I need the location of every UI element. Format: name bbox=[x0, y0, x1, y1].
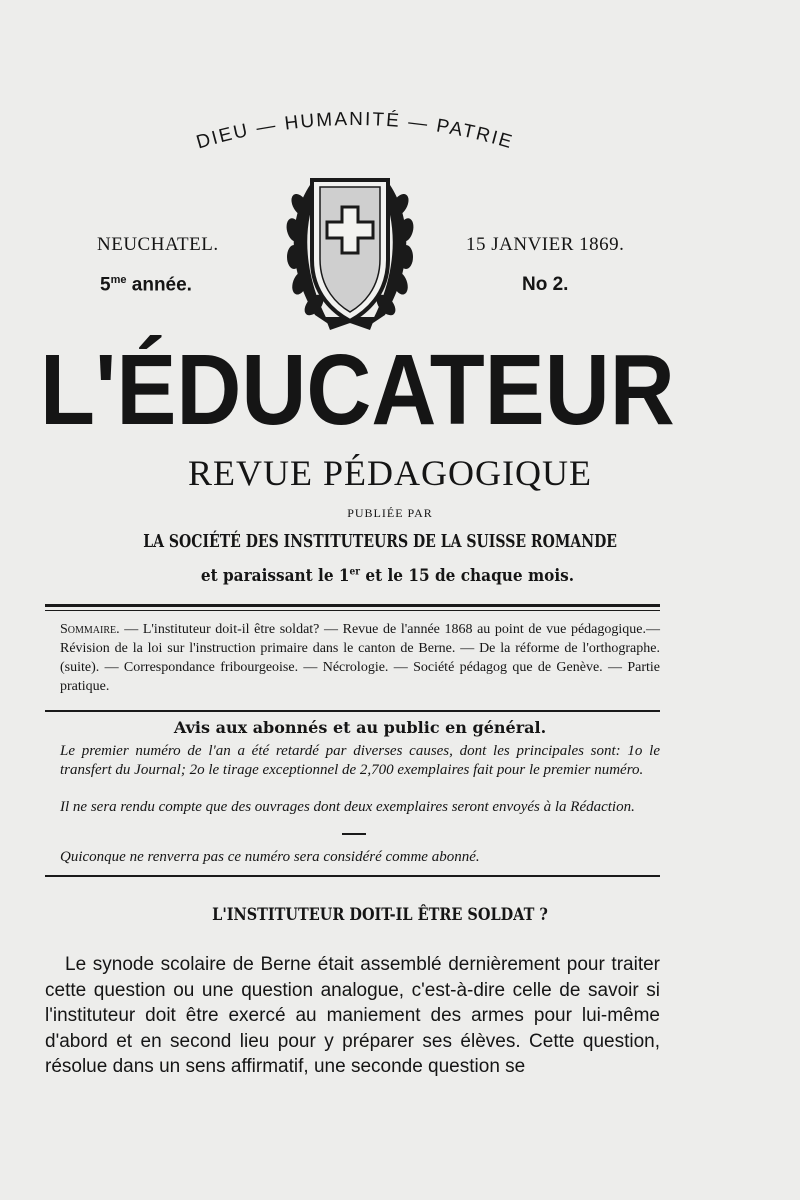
year-word: année. bbox=[131, 274, 192, 296]
motto-text: DIEU — HUMANITÉ — PATRIE bbox=[194, 108, 516, 154]
society-name: LA SOCIÉTÉ DES INSTITUTEURS DE LA SUISSE ROMANDE bbox=[143, 531, 617, 552]
divider-rule-thin bbox=[45, 610, 660, 611]
year-number: 5 bbox=[100, 274, 111, 296]
year-suffix: me bbox=[110, 274, 127, 286]
dateline-place: NEUCHATEL. bbox=[97, 234, 219, 255]
masthead-title: L'ÉDUCATEUR bbox=[40, 334, 675, 446]
motto-arc bbox=[150, 98, 560, 168]
notice-paragraph-3: Quiconque ne renverra pas ce numéro sera considéré comme abonné. bbox=[60, 849, 480, 865]
volume-year bbox=[100, 274, 192, 296]
frequency-part-a: et paraissant le 1 bbox=[200, 566, 350, 586]
divider-rule bbox=[45, 710, 660, 712]
article-title: L'INSTITUTEUR DOIT-IL ÊTRE SOLDAT ? bbox=[212, 905, 548, 925]
masthead-subtitle: REVUE PÉDAGOGIQUE bbox=[188, 453, 592, 493]
summary-text: — L'instituteur doit-il être soldat? — Revue de l'année 1868 au point de vue pédagogique.—Révision de la loi sur l'instruction primaire dans le canton de Berne. — De la réforme de l'orthographe. (suite). — Correspondance fribourgeoise. — Nécrologie. — Société pédagog que de Genève. — Partie pratique. bbox=[60, 622, 660, 694]
notice-title: Avis aux abonnés et au public en général. bbox=[173, 718, 547, 737]
coat-of-arms-emblem bbox=[270, 165, 430, 337]
summary-block bbox=[60, 620, 660, 696]
frequency-part-b: et le 15 de chaque mois. bbox=[360, 566, 575, 586]
article-body bbox=[45, 952, 660, 1080]
divider-rule bbox=[45, 875, 660, 877]
publication-frequency bbox=[129, 566, 647, 586]
published-by: PUBLIÉE PAR bbox=[347, 506, 433, 520]
notice-paragraph-2: Il ne sera rendu compte que des ouvrages dont deux exemplaires seront envoyés à la Rédaction. bbox=[60, 799, 635, 815]
article-paragraph: Le synode scolaire de Berne était assemblé dernièrement pour traiter cette question ou une question analogue, c'est-à-dire celle de savoir si l'instituteur doit être exercé au maniement des armes pour lui-même d'abord et en second lieu pour y préparer ses élèves. Cette question, résolue dans un sens affirmatif, une seconde question se bbox=[45, 954, 660, 1077]
summary-label: Sommaire. bbox=[60, 622, 120, 637]
svg-text:DIEU — HUMANITÉ — PATRIE bbox=[194, 109, 516, 154]
divider-rule-thick bbox=[45, 604, 660, 607]
issue-number: No 2. bbox=[522, 274, 569, 295]
dateline-date: 15 JANVIER 1869. bbox=[466, 234, 625, 255]
notice-dash bbox=[342, 833, 366, 835]
notice-paragraph-1: Le premier numéro de l'an a été retardé par diverses causes, dont les principales sont: 1o le transfert du Journal; 2o le tirage exceptionnel de 2,700 exemplaires fait pour le premier numéro. bbox=[60, 743, 660, 778]
frequency-sup: er bbox=[349, 566, 361, 578]
